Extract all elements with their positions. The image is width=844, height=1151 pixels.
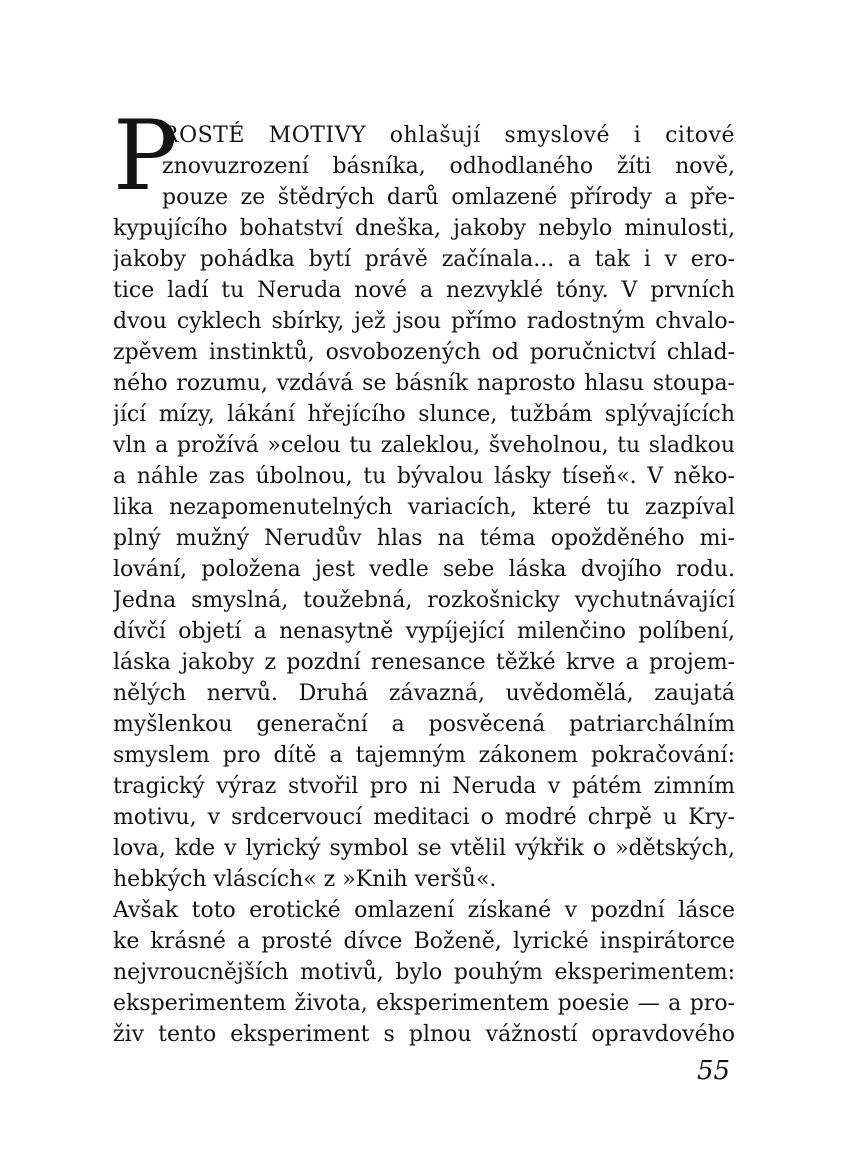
text-line: vln a prožívá »celou tu zaleklou, šveholnou, tu sladkou [113, 433, 735, 458]
page-number: 55 [697, 1056, 731, 1086]
text-line: tice ladí tu Neruda nové a nezvyklé tóny. V prvních [113, 278, 735, 303]
text-line: lování, položena jest vedle sebe láska dvojího rodu. [113, 557, 735, 582]
text-line: dvou cyklech sbírky, jež jsou přímo radostným chvalo- [113, 309, 735, 334]
text-line: a náhle zas úbolnou, tu bývalou lásky tíseň«. V něko- [113, 464, 735, 489]
text-line: lova, kde v lyrický symbol se vtělil výkřik o »dětských, [113, 836, 735, 861]
text-line: znovuzrození básníka, odhodlaného žíti nově, [162, 154, 735, 179]
text-line: Avšak toto erotické omlazení získané v pozdní lásce [113, 898, 735, 923]
text-line: plný mužný Nerudův hlas na téma opožděného mi- [113, 526, 735, 551]
text-line: eksperimentem života, eksperimentem poesie — a pro- [113, 991, 735, 1016]
text-line: ROSTÉ MOTIVY ohlašují smyslové i citové [162, 123, 735, 148]
text-line: pouze ze štědrých darů omlazené přírody a pře- [162, 185, 735, 210]
text-line: ke krásné a prosté dívce Boženě, lyrické inspirátorce [113, 929, 735, 954]
text-line: hebkých vláscích« z »Knih veršů«. [113, 867, 497, 892]
text-line: zpěvem instinktů, osvobozených od poručnictví chlad- [113, 340, 735, 365]
text-line: nělých nervů. Druhá závazná, uvědomělá, zaujatá [113, 681, 735, 706]
text-line: jící mízy, lákání hřejícího slunce, tužbám splývajících [113, 402, 735, 427]
text-line: tragický výraz stvořil pro ni Neruda v pátém zimním [113, 774, 735, 799]
drop-cap: P [113, 100, 178, 212]
text-line: lika nezapomenutelných variacích, které tu zazpíval [113, 495, 735, 520]
text-line: kypujícího bohatství dneška, jakoby nebylo minulosti, [113, 216, 735, 241]
text-line: Jedna smyslná, toužebná, rozkošnicky vychutnávající [113, 588, 735, 613]
text-line: ného rozumu, vzdává se básník naprosto hlasu stoupa- [113, 371, 735, 396]
text-line: jakoby pohádka bytí právě začínala... a tak i v ero- [113, 247, 735, 272]
text-line: živ tento eksperiment s plnou vážností opravdového [113, 1022, 735, 1047]
text-line: nejvroucnějších motivů, bylo pouhým eksperimentem: [113, 960, 735, 985]
text-line: motivu, v srdcervoucí meditaci o modré chrpě u Kry- [113, 805, 735, 830]
text-line: smyslem pro dítě a tajemným zákonem pokračování: [113, 743, 735, 768]
text-line: láska jakoby z pozdní renesance těžké krve a projem- [113, 650, 735, 675]
text-line: dívčí objetí a nenasytně vypíjející milenčino políbení, [113, 619, 735, 644]
text-line: myšlenkou generační a posvěcená patriarchálním [113, 712, 735, 737]
